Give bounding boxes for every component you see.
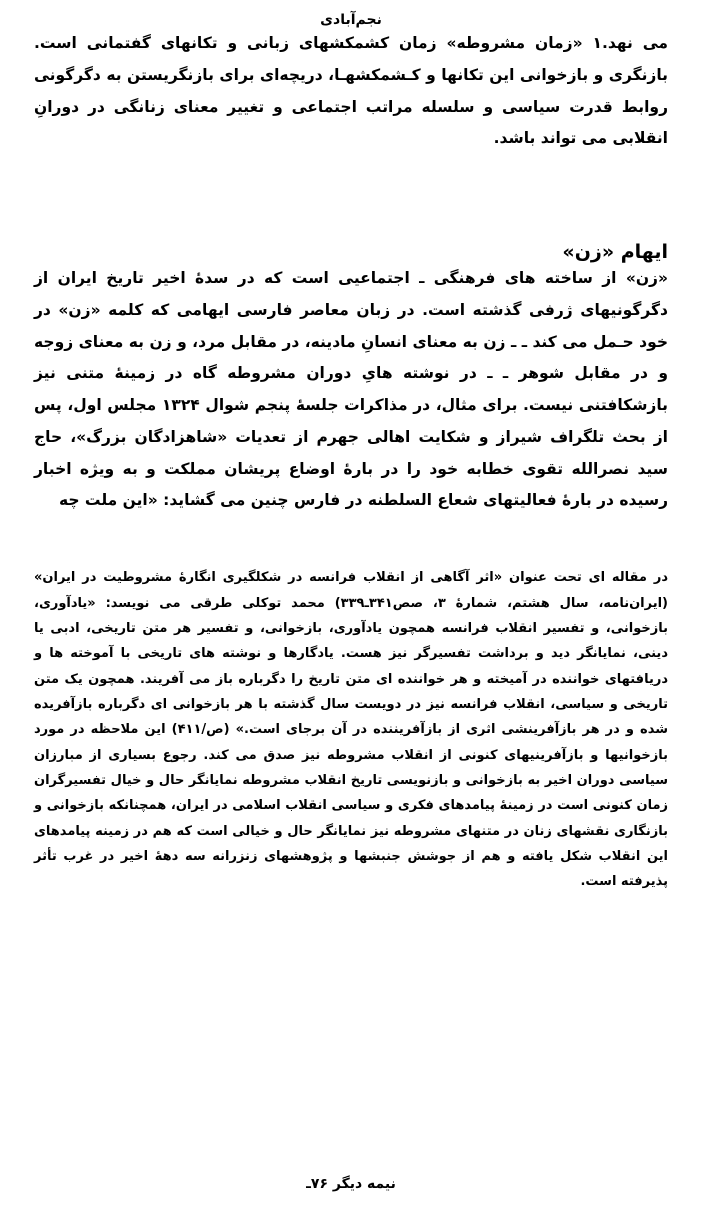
footnote-text: در مقاله ای تحت عنوان «اثر آگاهی از انقلاب فرانسه در شکلگیری انگارهٔ مشروطیت در ایران» (ایران‌نامه، سال هشتم، شمارهٔ ۳، صص۳۴۱ـ۳۳۹) محمد توکلی طرقی می نویسد: «یادآوری، بازخوانی، و تفسیر انقلاب فرانسه همچون یادآوری، بازخوانی، و تفسیر هر متن تاریخی، ادبی یا دینی، نمایانگر دید و برداشت تفسیرگر نیز هست. یادگارها و نوشته های تاریخی با آموخته ها و دریافتهای خواننده در آمیخته و هر خواننده ای متن تاریخ را دگرباره باز می آفریند. همچون یک متن تاریخی و سیاسی، انقلاب فرانسه نیز در دویست سال گذشته با هر بازخوانی ای دگرباره بازآفریده شده و در هر بازآفرینشی اثری از بازآفریننده در آن برجای است.» (ص/۴۱۱) این ملاحظه در مورد بازخوانیها و بازآفرینیهای کنونی از انقلاب مشروطه نیز صدق می کند. رجوع بسیاری از مبارزان سیاسی دوران اخیر به بازخوانی و بازنویسی تاریخ انقلاب مشروطه نمایانگر حال و خیال تفسیرگران زمان کنونی است در زمینهٔ پیامدهای فکری و سیاسی انقلاب اسلامی در ایران، همچنانکه بازخوانی و بازنگاری نقشهای زنان در متنهای مشروطه نیز نمایانگر حال و خیالی است که هم در زمینه پیامدهای این انقلاب شکل یافته و هم از جوشش جنبشها و پژوهشهای زنزرانه سه دههٔ اخیر در غرب تأثر پذیرفته است. [34, 570, 668, 890]
page-footer: نیمه دیگر ۷۶ـ [306, 1176, 396, 1192]
section-heading: ایهام «زن» [562, 241, 668, 264]
main-paragraph: «زن» از ساخته های فرهنگی ـ اجتماعیی است که در سدهٔ اخیر تاریخ ایران از دگرگونیهای ژرفی گذشته است. در زبان معاصر فارسی ایهامی که کلمه «زن» در خود حـمل می کند ـ ـ زن به معنای انسانِ مادینه، در مقابل مرد، و زن به معنای زوجه و در مقابل شوهر ـ ـ در نوشته هایِ دوران مشروطه گاه در زمینهٔ متنی نیز بازشکافتنی نیست. برای مثال، در مذاکرات جلسهٔ پنجم شوال ۱۳۲۴ مجلس اول، پس از بحث تلگراف شیراز و شکایت اهالی جهرم از تعدیات «شاهزادگان بزرگ»، حاج سید نصرالله تقوی خطابه خود را در بارهٔ اوضاع پریشان مملکت و به ویژه اخبار رسیده در بارهٔ فعالیتهای شعاع السلطنه در فارس چنین می گشاید: «این ملت چه [34, 269, 668, 510]
document-body [0, 28, 702, 895]
page-header: نجم‌آبادی [320, 12, 382, 28]
document-page [0, 12, 702, 1212]
intro-paragraph: می نهد.۱ «زمان مشروطه» زمان کشمکشهای زبانی و تکانهای گفتمانی است. بازنگری و بازخوانی این تکانها و کـشمکشهـا، دریچه‌ای برای بازنگریستن به دگرگونی روابط قدرت سیاسی و سلسله مراتب اجتماعی و تغییر معنای زنانگی در دورانِ انقلابی می تواند باشد. [34, 34, 668, 148]
